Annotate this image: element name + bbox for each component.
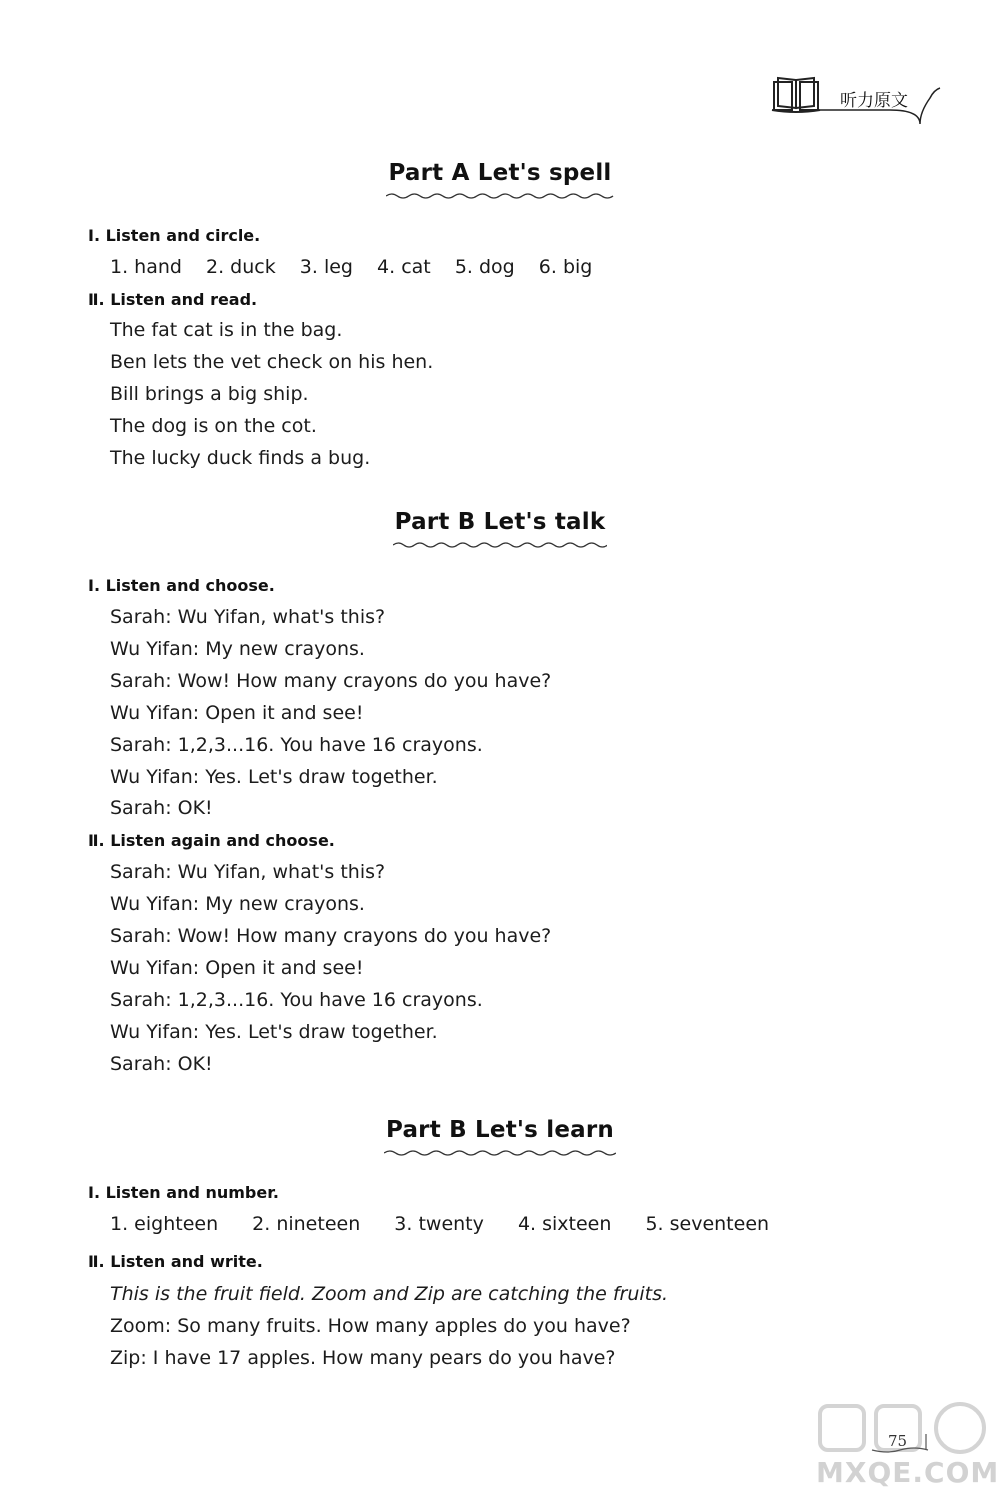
text-line: The fat cat is in the bag. xyxy=(110,319,343,341)
text-line: Sarah: 1,2,3...16. You have 16 crayons. xyxy=(110,734,483,756)
text-line: Sarah: OK! xyxy=(110,797,213,819)
text-line: Wu Yifan: Open it and see! xyxy=(110,957,364,979)
question-heading: Ⅰ. Listen and circle. xyxy=(88,226,261,245)
answer-row xyxy=(110,1213,797,1235)
text-line: Wu Yifan: Yes. Let's draw together. xyxy=(110,766,438,788)
question-heading: Ⅱ. Listen and read. xyxy=(88,290,258,309)
list-item: 1. hand xyxy=(110,256,182,278)
question-heading: Ⅱ. Listen and write. xyxy=(88,1252,263,1271)
header-badge xyxy=(770,74,950,134)
text-line: Zoom: So many fruits. How many apples do you have? xyxy=(110,1315,631,1337)
list-item: 4. sixteen xyxy=(517,1213,612,1235)
text-line: Wu Yifan: My new crayons. xyxy=(110,893,365,915)
list-item: 2. nineteen xyxy=(252,1213,361,1235)
text-line: Wu Yifan: Yes. Let's draw together. xyxy=(110,1021,438,1043)
wavy-underline xyxy=(393,541,608,549)
watermark-text: MXQE.COM xyxy=(816,1456,1000,1489)
text-line: Sarah: 1,2,3...16. You have 16 crayons. xyxy=(110,989,483,1011)
page-number: 75 xyxy=(868,1428,932,1456)
section-title-part-b-learn: Part B Let's learn xyxy=(0,1117,1000,1143)
text-line: Zip: I have 17 apples. How many pears do you have? xyxy=(110,1347,616,1369)
section-title-part-b-talk: Part B Let's talk xyxy=(0,509,1000,535)
text-line: Bill brings a big ship. xyxy=(110,383,309,405)
answer-row xyxy=(110,256,610,278)
text-line: Ben lets the vet check on his hen. xyxy=(110,351,434,373)
text-line: Wu Yifan: My new crayons. xyxy=(110,638,365,660)
text-line: Sarah: Wu Yifan, what's this? xyxy=(110,606,386,628)
list-item: 5. dog xyxy=(454,256,515,278)
text-line: The lucky duck finds a bug. xyxy=(110,447,371,469)
wavy-underline xyxy=(386,192,613,200)
question-heading: Ⅰ. Listen and number. xyxy=(88,1183,279,1202)
list-item: 3. twenty xyxy=(394,1213,484,1235)
question-heading: Ⅱ. Listen again and choose. xyxy=(88,831,335,850)
text-line-intro: This is the fruit field. Zoom and Zip are catching the fruits. xyxy=(110,1283,669,1305)
text-line: Wu Yifan: Open it and see! xyxy=(110,702,364,724)
list-item: 6. big xyxy=(538,256,593,278)
question-heading: Ⅰ. Listen and choose. xyxy=(88,576,275,595)
list-item: 3. leg xyxy=(299,256,353,278)
header-label: 听力原文 xyxy=(840,91,908,111)
text-line: Sarah: OK! xyxy=(110,1053,213,1075)
list-item: 4. cat xyxy=(377,256,431,278)
list-item: 5. seventeen xyxy=(645,1213,770,1235)
text-line: Sarah: Wow! How many crayons do you have? xyxy=(110,670,552,692)
list-item: 1. eighteen xyxy=(110,1213,219,1235)
wavy-underline xyxy=(384,1149,616,1157)
text-line: Sarah: Wow! How many crayons do you have? xyxy=(110,925,552,947)
text-line: Sarah: Wu Yifan, what's this? xyxy=(110,861,386,883)
section-title-part-a: Part A Let's spell xyxy=(0,160,1000,186)
text-line: The dog is on the cot. xyxy=(110,415,317,437)
list-item: 2. duck xyxy=(206,256,276,278)
